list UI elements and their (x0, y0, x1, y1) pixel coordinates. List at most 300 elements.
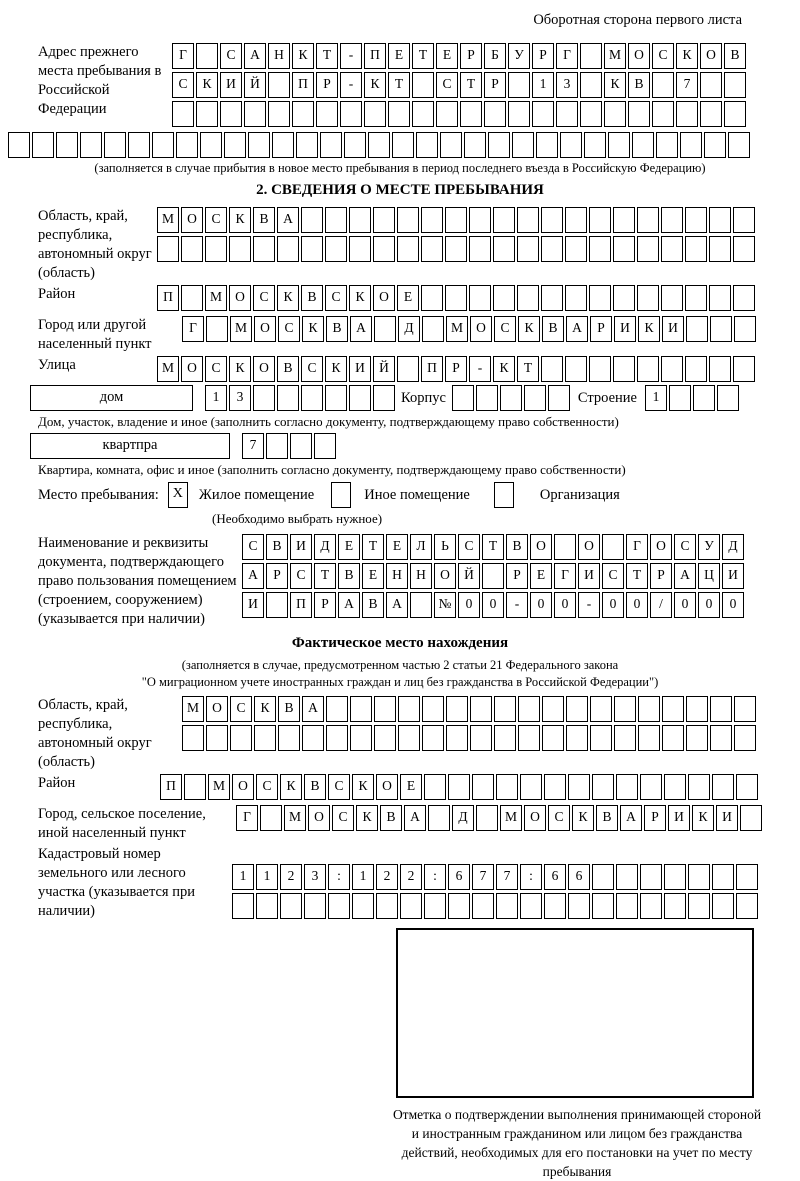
char-cell[interactable]: Е (530, 563, 552, 589)
char-cell[interactable] (397, 236, 419, 262)
char-cell[interactable] (616, 864, 638, 890)
char-cell[interactable]: А (338, 592, 360, 618)
char-cell[interactable] (56, 132, 78, 158)
char-cell[interactable] (565, 236, 587, 262)
char-cell[interactable] (608, 132, 630, 158)
char-cell[interactable] (520, 774, 542, 800)
char-cell[interactable]: 0 (698, 592, 720, 618)
char-cell[interactable] (664, 893, 686, 919)
char-cell[interactable]: Е (338, 534, 360, 560)
char-cell[interactable]: / (650, 592, 672, 618)
char-cell[interactable] (410, 592, 432, 618)
char-cell[interactable] (637, 236, 659, 262)
char-cell[interactable] (548, 385, 570, 411)
char-cell[interactable] (590, 696, 612, 722)
char-cell[interactable]: В (278, 696, 300, 722)
char-cell[interactable] (614, 696, 636, 722)
char-cell[interactable] (541, 356, 563, 382)
char-cell[interactable] (260, 805, 282, 831)
char-cell[interactable] (568, 774, 590, 800)
char-cell[interactable]: С (325, 285, 347, 311)
char-cell[interactable] (640, 893, 662, 919)
char-cell[interactable] (472, 893, 494, 919)
char-cell[interactable]: А (566, 316, 588, 342)
char-cell[interactable]: О (181, 207, 203, 233)
char-cell[interactable] (664, 864, 686, 890)
char-cell[interactable]: И (668, 805, 690, 831)
char-cell[interactable] (181, 236, 203, 262)
char-cell[interactable]: О (578, 534, 600, 560)
char-cell[interactable]: К (254, 696, 276, 722)
char-cell[interactable] (368, 132, 390, 158)
char-cell[interactable]: Н (410, 563, 432, 589)
char-cell[interactable]: В (362, 592, 384, 618)
char-cell[interactable] (518, 725, 540, 751)
char-cell[interactable] (686, 725, 708, 751)
char-cell[interactable]: 6 (568, 864, 590, 890)
char-cell[interactable] (589, 356, 611, 382)
char-cell[interactable] (464, 132, 486, 158)
char-cell[interactable] (693, 385, 715, 411)
char-cell[interactable] (266, 592, 288, 618)
char-cell[interactable] (517, 285, 539, 311)
char-cell[interactable] (280, 893, 302, 919)
char-cell[interactable] (400, 893, 422, 919)
char-cell[interactable] (328, 893, 350, 919)
char-cell[interactable] (184, 774, 206, 800)
char-cell[interactable] (616, 893, 638, 919)
char-cell[interactable] (206, 725, 228, 751)
char-cell[interactable] (700, 72, 722, 98)
char-cell[interactable]: О (373, 285, 395, 311)
char-cell[interactable] (733, 356, 755, 382)
char-cell[interactable]: Н (268, 43, 290, 69)
char-cell[interactable]: С (602, 563, 624, 589)
char-cell[interactable]: О (254, 316, 276, 342)
char-cell[interactable]: М (230, 316, 252, 342)
char-cell[interactable] (325, 385, 347, 411)
char-cell[interactable]: Е (386, 534, 408, 560)
char-cell[interactable] (376, 893, 398, 919)
char-cell[interactable]: И (662, 316, 684, 342)
char-cell[interactable] (104, 132, 126, 158)
char-cell[interactable]: Ь (434, 534, 456, 560)
char-cell[interactable] (565, 356, 587, 382)
char-cell[interactable] (556, 101, 578, 127)
char-cell[interactable] (374, 316, 396, 342)
char-cell[interactable]: А (302, 696, 324, 722)
char-cell[interactable]: О (232, 774, 254, 800)
char-cell[interactable] (326, 725, 348, 751)
char-cell[interactable] (436, 101, 458, 127)
char-cell[interactable]: Г (182, 316, 204, 342)
char-cell[interactable] (565, 285, 587, 311)
char-cell[interactable] (422, 696, 444, 722)
char-cell[interactable] (632, 132, 654, 158)
char-cell[interactable]: В (266, 534, 288, 560)
char-cell[interactable]: К (572, 805, 594, 831)
char-cell[interactable]: : (520, 864, 542, 890)
char-cell[interactable]: 6 (448, 864, 470, 890)
char-cell[interactable]: С (230, 696, 252, 722)
char-cell[interactable] (440, 132, 462, 158)
char-cell[interactable] (496, 774, 518, 800)
char-cell[interactable] (541, 207, 563, 233)
char-cell[interactable]: Д (452, 805, 474, 831)
char-cell[interactable]: С (253, 285, 275, 311)
char-cell[interactable]: В (380, 805, 402, 831)
char-cell[interactable] (736, 864, 758, 890)
char-cell[interactable] (664, 774, 686, 800)
char-cell[interactable] (580, 72, 602, 98)
char-cell[interactable] (397, 207, 419, 233)
char-cell[interactable] (640, 864, 662, 890)
char-cell[interactable] (518, 696, 540, 722)
char-cell[interactable]: У (698, 534, 720, 560)
char-cell[interactable] (728, 132, 750, 158)
char-cell[interactable]: Й (373, 356, 395, 382)
char-cell[interactable] (686, 696, 708, 722)
char-cell[interactable] (584, 132, 606, 158)
char-cell[interactable] (469, 285, 491, 311)
char-cell[interactable] (301, 236, 323, 262)
char-cell[interactable] (8, 132, 30, 158)
char-cell[interactable]: М (446, 316, 468, 342)
char-cell[interactable]: С (674, 534, 696, 560)
char-cell[interactable]: О (470, 316, 492, 342)
char-cell[interactable]: И (220, 72, 242, 98)
char-cell[interactable]: Т (388, 72, 410, 98)
char-cell[interactable] (268, 101, 290, 127)
char-cell[interactable] (676, 101, 698, 127)
char-cell[interactable] (206, 316, 228, 342)
char-cell[interactable] (524, 385, 546, 411)
char-cell[interactable] (229, 236, 251, 262)
char-cell[interactable] (244, 101, 266, 127)
char-cell[interactable]: А (674, 563, 696, 589)
char-cell[interactable] (712, 893, 734, 919)
char-cell[interactable] (637, 285, 659, 311)
char-cell[interactable] (709, 236, 731, 262)
char-cell[interactable]: К (229, 356, 251, 382)
char-cell[interactable] (656, 132, 678, 158)
char-cell[interactable] (349, 207, 371, 233)
char-cell[interactable] (517, 207, 539, 233)
char-cell[interactable] (494, 696, 516, 722)
char-cell[interactable]: М (157, 207, 179, 233)
char-cell[interactable]: И (242, 592, 264, 618)
char-cell[interactable] (580, 101, 602, 127)
char-cell[interactable]: Р (484, 72, 506, 98)
char-cell[interactable]: : (424, 864, 446, 890)
char-cell[interactable] (374, 725, 396, 751)
char-cell[interactable]: В (326, 316, 348, 342)
char-cell[interactable]: О (628, 43, 650, 69)
char-cell[interactable]: Е (388, 43, 410, 69)
char-cell[interactable]: Р (445, 356, 467, 382)
char-cell[interactable]: В (304, 774, 326, 800)
char-cell[interactable]: К (349, 285, 371, 311)
char-cell[interactable]: 1 (232, 864, 254, 890)
char-cell[interactable] (532, 101, 554, 127)
char-cell[interactable]: К (638, 316, 660, 342)
char-cell[interactable]: Е (436, 43, 458, 69)
char-cell[interactable]: К (277, 285, 299, 311)
char-cell[interactable] (544, 893, 566, 919)
char-cell[interactable]: 0 (722, 592, 744, 618)
char-cell[interactable] (542, 696, 564, 722)
char-cell[interactable] (302, 725, 324, 751)
char-cell[interactable]: И (349, 356, 371, 382)
char-cell[interactable] (472, 774, 494, 800)
char-cell[interactable] (736, 893, 758, 919)
char-cell[interactable]: У (508, 43, 530, 69)
char-cell[interactable] (710, 725, 732, 751)
char-cell[interactable] (476, 385, 498, 411)
char-cell[interactable] (349, 385, 371, 411)
char-cell[interactable] (541, 236, 563, 262)
char-cell[interactable]: 0 (554, 592, 576, 618)
char-cell[interactable] (448, 893, 470, 919)
char-cell[interactable]: Д (722, 534, 744, 560)
char-cell[interactable] (448, 774, 470, 800)
char-cell[interactable]: Е (362, 563, 384, 589)
char-cell[interactable] (482, 563, 504, 589)
char-cell[interactable] (412, 72, 434, 98)
char-cell[interactable]: Й (458, 563, 480, 589)
char-cell[interactable]: О (376, 774, 398, 800)
char-cell[interactable] (688, 774, 710, 800)
char-cell[interactable] (350, 696, 372, 722)
char-cell[interactable]: Г (626, 534, 648, 560)
char-cell[interactable]: П (157, 285, 179, 311)
char-cell[interactable]: Д (398, 316, 420, 342)
char-cell[interactable] (734, 316, 756, 342)
char-cell[interactable]: К (518, 316, 540, 342)
char-cell[interactable]: Т (314, 563, 336, 589)
char-cell[interactable] (373, 236, 395, 262)
char-cell[interactable]: А (244, 43, 266, 69)
char-cell[interactable]: П (160, 774, 182, 800)
char-cell[interactable]: К (229, 207, 251, 233)
char-cell[interactable]: О (650, 534, 672, 560)
char-cell[interactable] (704, 132, 726, 158)
other-premises-checkbox[interactable] (331, 482, 351, 508)
char-cell[interactable]: О (308, 805, 330, 831)
char-cell[interactable] (301, 207, 323, 233)
char-cell[interactable] (685, 356, 707, 382)
char-cell[interactable]: С (301, 356, 323, 382)
char-cell[interactable]: П (290, 592, 312, 618)
char-cell[interactable] (364, 101, 386, 127)
char-cell[interactable] (220, 101, 242, 127)
char-cell[interactable] (421, 285, 443, 311)
char-cell[interactable]: 0 (482, 592, 504, 618)
char-cell[interactable]: К (692, 805, 714, 831)
char-cell[interactable] (616, 774, 638, 800)
char-cell[interactable]: В (338, 563, 360, 589)
char-cell[interactable]: Р (314, 592, 336, 618)
char-cell[interactable] (592, 864, 614, 890)
char-cell[interactable]: Р (532, 43, 554, 69)
char-cell[interactable]: Т (412, 43, 434, 69)
char-cell[interactable] (176, 132, 198, 158)
char-cell[interactable] (589, 285, 611, 311)
char-cell[interactable] (266, 433, 288, 459)
char-cell[interactable]: О (524, 805, 546, 831)
char-cell[interactable] (412, 101, 434, 127)
char-cell[interactable]: М (284, 805, 306, 831)
char-cell[interactable]: С (332, 805, 354, 831)
char-cell[interactable]: Р (590, 316, 612, 342)
char-cell[interactable] (541, 285, 563, 311)
char-cell[interactable] (256, 893, 278, 919)
char-cell[interactable] (340, 101, 362, 127)
char-cell[interactable] (688, 893, 710, 919)
char-cell[interactable] (517, 236, 539, 262)
char-cell[interactable]: И (578, 563, 600, 589)
char-cell[interactable]: Г (236, 805, 258, 831)
char-cell[interactable]: М (208, 774, 230, 800)
char-cell[interactable] (613, 356, 635, 382)
char-cell[interactable] (493, 236, 515, 262)
char-cell[interactable]: П (292, 72, 314, 98)
char-cell[interactable] (686, 316, 708, 342)
char-cell[interactable]: П (421, 356, 443, 382)
char-cell[interactable] (254, 725, 276, 751)
char-cell[interactable]: С (242, 534, 264, 560)
char-cell[interactable] (560, 132, 582, 158)
char-cell[interactable] (428, 805, 450, 831)
char-cell[interactable]: О (700, 43, 722, 69)
char-cell[interactable]: М (157, 356, 179, 382)
char-cell[interactable] (445, 207, 467, 233)
char-cell[interactable] (709, 356, 731, 382)
char-cell[interactable]: Н (386, 563, 408, 589)
char-cell[interactable] (248, 132, 270, 158)
char-cell[interactable] (421, 236, 443, 262)
char-cell[interactable] (494, 725, 516, 751)
char-cell[interactable]: К (302, 316, 324, 342)
char-cell[interactable] (205, 236, 227, 262)
char-cell[interactable] (710, 696, 732, 722)
char-cell[interactable]: 2 (400, 864, 422, 890)
char-cell[interactable]: : (328, 864, 350, 890)
char-cell[interactable] (662, 725, 684, 751)
char-cell[interactable]: 7 (242, 433, 264, 459)
char-cell[interactable]: К (280, 774, 302, 800)
char-cell[interactable] (373, 385, 395, 411)
char-cell[interactable] (685, 236, 707, 262)
char-cell[interactable]: Б (484, 43, 506, 69)
char-cell[interactable]: К (493, 356, 515, 382)
char-cell[interactable] (292, 101, 314, 127)
char-cell[interactable] (685, 285, 707, 311)
char-cell[interactable] (253, 385, 275, 411)
char-cell[interactable]: С (652, 43, 674, 69)
char-cell[interactable] (446, 696, 468, 722)
char-cell[interactable] (637, 207, 659, 233)
char-cell[interactable]: Т (482, 534, 504, 560)
char-cell[interactable]: 1 (256, 864, 278, 890)
char-cell[interactable] (592, 774, 614, 800)
char-cell[interactable]: Т (362, 534, 384, 560)
char-cell[interactable]: Ц (698, 563, 720, 589)
char-cell[interactable] (589, 236, 611, 262)
char-cell[interactable]: И (722, 563, 744, 589)
char-cell[interactable]: 0 (458, 592, 480, 618)
char-cell[interactable]: К (676, 43, 698, 69)
char-cell[interactable]: А (404, 805, 426, 831)
char-cell[interactable]: 7 (472, 864, 494, 890)
char-cell[interactable]: Г (172, 43, 194, 69)
char-cell[interactable] (700, 101, 722, 127)
char-cell[interactable]: К (604, 72, 626, 98)
char-cell[interactable] (602, 534, 624, 560)
char-cell[interactable]: О (229, 285, 251, 311)
char-cell[interactable]: М (205, 285, 227, 311)
char-cell[interactable] (182, 725, 204, 751)
char-cell[interactable]: К (356, 805, 378, 831)
char-cell[interactable] (325, 236, 347, 262)
char-cell[interactable] (661, 236, 683, 262)
char-cell[interactable] (613, 285, 635, 311)
char-cell[interactable] (232, 893, 254, 919)
char-cell[interactable] (445, 236, 467, 262)
char-cell[interactable] (736, 774, 758, 800)
char-cell[interactable]: К (292, 43, 314, 69)
char-cell[interactable] (565, 207, 587, 233)
char-cell[interactable]: К (364, 72, 386, 98)
char-cell[interactable]: В (301, 285, 323, 311)
char-cell[interactable]: В (596, 805, 618, 831)
char-cell[interactable] (536, 132, 558, 158)
char-cell[interactable]: С (205, 356, 227, 382)
char-cell[interactable] (488, 132, 510, 158)
char-cell[interactable] (712, 774, 734, 800)
char-cell[interactable] (493, 207, 515, 233)
char-cell[interactable]: С (494, 316, 516, 342)
char-cell[interactable]: - (578, 592, 600, 618)
char-cell[interactable] (460, 101, 482, 127)
char-cell[interactable] (724, 101, 746, 127)
char-cell[interactable]: К (325, 356, 347, 382)
char-cell[interactable] (566, 696, 588, 722)
char-cell[interactable] (277, 236, 299, 262)
char-cell[interactable]: В (628, 72, 650, 98)
char-cell[interactable] (500, 385, 522, 411)
char-cell[interactable] (685, 207, 707, 233)
char-cell[interactable]: 0 (674, 592, 696, 618)
char-cell[interactable] (613, 207, 635, 233)
char-cell[interactable]: М (500, 805, 522, 831)
char-cell[interactable]: Р (266, 563, 288, 589)
char-cell[interactable]: 7 (496, 864, 518, 890)
char-cell[interactable] (373, 207, 395, 233)
char-cell[interactable] (446, 725, 468, 751)
char-cell[interactable]: Й (244, 72, 266, 98)
char-cell[interactable]: А (620, 805, 642, 831)
char-cell[interactable]: М (182, 696, 204, 722)
char-cell[interactable]: К (196, 72, 218, 98)
char-cell[interactable] (638, 696, 660, 722)
char-cell[interactable] (544, 774, 566, 800)
char-cell[interactable]: С (328, 774, 350, 800)
char-cell[interactable] (452, 385, 474, 411)
char-cell[interactable] (304, 893, 326, 919)
char-cell[interactable] (476, 805, 498, 831)
char-cell[interactable] (422, 725, 444, 751)
